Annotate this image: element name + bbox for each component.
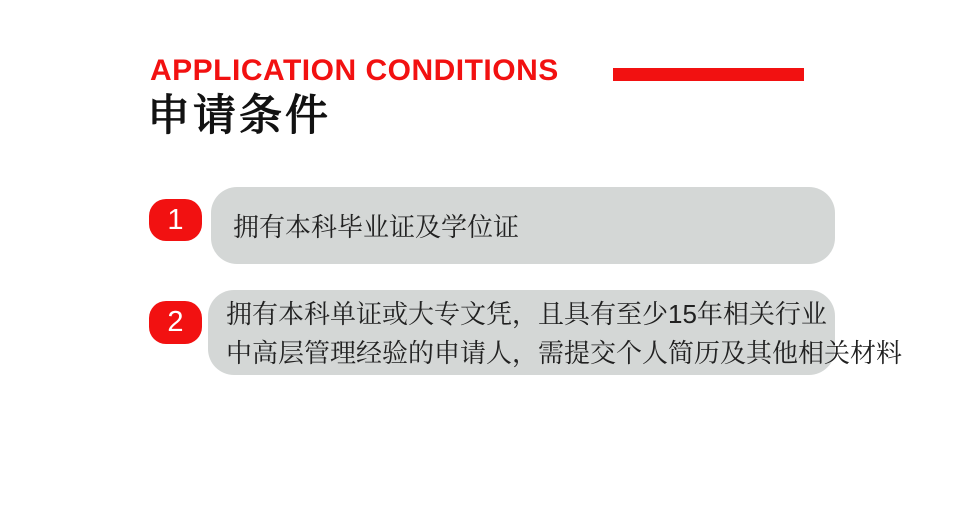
section-title-cn: 申请条件 <box>147 92 331 140</box>
item-2-text-line-1: 拥有本科单证或大专文凭，且具有至少15年相关行业 <box>226 299 827 329</box>
title-accent-bar <box>613 68 804 81</box>
item-1-number-badge <box>149 199 202 241</box>
item-1-box <box>211 187 835 264</box>
item-2-number: 2 <box>167 306 184 338</box>
item-2-text-line-2: 中高层管理经验的申请人，需提交个人简历及其他相关材料 <box>226 338 903 368</box>
section-title-en: APPLICATION CONDITIONS <box>150 54 559 87</box>
item-2-number-badge <box>149 301 202 344</box>
item-1-text: 拥有本科毕业证及学位证 <box>233 212 520 242</box>
item-1-number: 1 <box>167 203 184 236</box>
item-2-box <box>208 290 903 375</box>
